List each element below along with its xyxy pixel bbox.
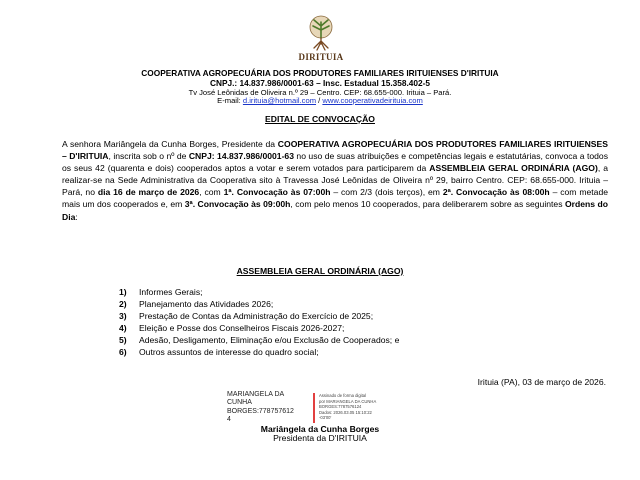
agenda-item-number: 5)	[119, 335, 127, 346]
convocation-paragraph	[62, 138, 608, 223]
agenda-list	[119, 286, 579, 359]
paragraph-text: :	[75, 211, 78, 222]
paragraph-text: , inscrita sob o nº de	[108, 151, 189, 162]
digital-signature-signer	[227, 391, 311, 425]
paragraph-third-call: 3ª. Convocação às 09:00h	[184, 199, 291, 210]
address-line: Tv José Leônidas de Oliveira n.º 29 – Centro. CEP: 68.655-000. Irituia – Pará.	[188, 88, 452, 97]
paragraph-cnpj: CNPJ: 14.837.986/0001-63	[188, 151, 294, 162]
email-label: E-mail:	[217, 96, 243, 105]
paragraph-text: – com 2/3 (dois terços), em	[330, 187, 443, 198]
paragraph-first-call: 1ª. Convocação às 07:00h	[223, 187, 331, 198]
agenda-title: ASSEMBLEIA GERAL ORDINÁRIA (AGO)	[236, 266, 404, 276]
agenda-item	[119, 346, 579, 358]
signature-detail-line: -03'00'	[319, 415, 332, 421]
signature-detail-line: BORGES:7787576124	[319, 404, 362, 410]
agenda-item-text: Prestação de Contas da Administração do Exercício de 2025;	[139, 311, 374, 322]
paragraph-date: dia 16 de março de 2026	[97, 187, 200, 198]
agenda-item-number: 6)	[119, 347, 127, 358]
logo-text: DIRITUIA	[298, 52, 344, 62]
paragraph-agenda-label: Ordens do Dia	[62, 199, 609, 222]
registration-line: CNPJ.: 14.837.986/0001-63 – Insc. Estadual 15.358.402-5	[209, 78, 430, 88]
agenda-item-number: 4)	[119, 323, 127, 334]
signature-detail-line: Assinado de forma digital	[319, 393, 367, 398]
paragraph-text: , com	[199, 187, 224, 198]
agenda-item-text: Outros assuntos de interesse do quadro social;	[139, 347, 319, 358]
signatory-role: Presidenta da D'IRITUIA	[273, 433, 367, 443]
signer-line: MARIANGELA DA	[227, 391, 285, 398]
agenda-item	[119, 334, 579, 346]
agenda-item-text: Planejamento das Atividades 2026;	[139, 299, 274, 310]
paragraph-org-name: COOPERATIVA AGROPECUÁRIA DOS PRODUTORES FAMILIARES IRITUIENSES – D'IRITUIA	[62, 139, 608, 162]
agenda-item	[119, 310, 579, 322]
place-and-date: Irituia (PA), 03 de março de 2026.	[477, 377, 606, 387]
signer-line: 4	[227, 416, 231, 424]
tree-roots-logo-icon	[296, 14, 346, 54]
cooperative-logo	[296, 14, 346, 66]
paragraph-text: no uso de suas atribuições e competências legais e estatutárias, convoca a todos os seus 42 (quarenta e dois) cooperados aptos a votar e serem votados para participarem da	[62, 151, 608, 174]
paragraph-text: , a realizar-se na Sede Administrativa da Cooperativa sito à Travessa José Leônidas de Oliveira nº 29, bairro Centro. CEP: 68.655-000. Irituia – Pará, no	[62, 163, 608, 198]
organization-name: COOPERATIVA AGROPECUÁRIA DOS PRODUTORES FAMILIARES IRITUIENSES D'IRITUIA	[141, 68, 499, 78]
contact-separator: /	[316, 96, 323, 105]
document-title: EDITAL DE CONVOCAÇÃO	[265, 114, 375, 124]
signature-detail-line: Dados: 2026.03.05 15:10:22	[319, 409, 372, 415]
agenda-item-text: Adesão, Desligamento, Eliminação e/ou Exclusão de Cooperados; e	[139, 335, 400, 346]
paragraph-text: – com metade mais um dos cooperados e, em	[62, 187, 609, 210]
agenda-item-number: 1)	[119, 287, 127, 297]
agenda-item-number: 3)	[119, 311, 127, 322]
signature-divider	[313, 393, 315, 423]
agenda-item	[119, 322, 579, 334]
agenda-item	[119, 298, 579, 310]
digital-signature-details	[319, 393, 419, 421]
contact-line	[20, 96, 620, 105]
signature-detail-line: por MARIANGELA DA CUNHA	[319, 398, 377, 404]
signer-line: CUNHA	[227, 399, 252, 407]
agenda-item-text: Informes Gerais;	[139, 287, 203, 297]
agenda-item-number: 2)	[119, 299, 127, 310]
website-link[interactable]: www.cooperativadeirituia.com	[322, 96, 423, 105]
signatory-name: Mariângela da Cunha Borges	[260, 424, 380, 434]
paragraph-assembly: ASSEMBLEIA GERAL ORDINÁRIA (AGO)	[429, 163, 598, 174]
agenda-item-text: Eleição e Posse dos Conselheiros Fiscais 2026-2027;	[139, 323, 345, 334]
agenda-item	[119, 286, 579, 298]
signer-line: BORGES:778757612	[227, 407, 294, 415]
paragraph-text: A senhora Mariângela da Cunha Borges, Presidente da	[62, 139, 278, 149]
paragraph-text: , com pelo menos 10 cooperados, para deliberarem sobre as seguintes	[290, 199, 565, 210]
paragraph-second-call: 2ª. Convocação às 08:00h	[442, 187, 550, 198]
email-link[interactable]: d.irituia@hotmail.com	[242, 96, 317, 105]
